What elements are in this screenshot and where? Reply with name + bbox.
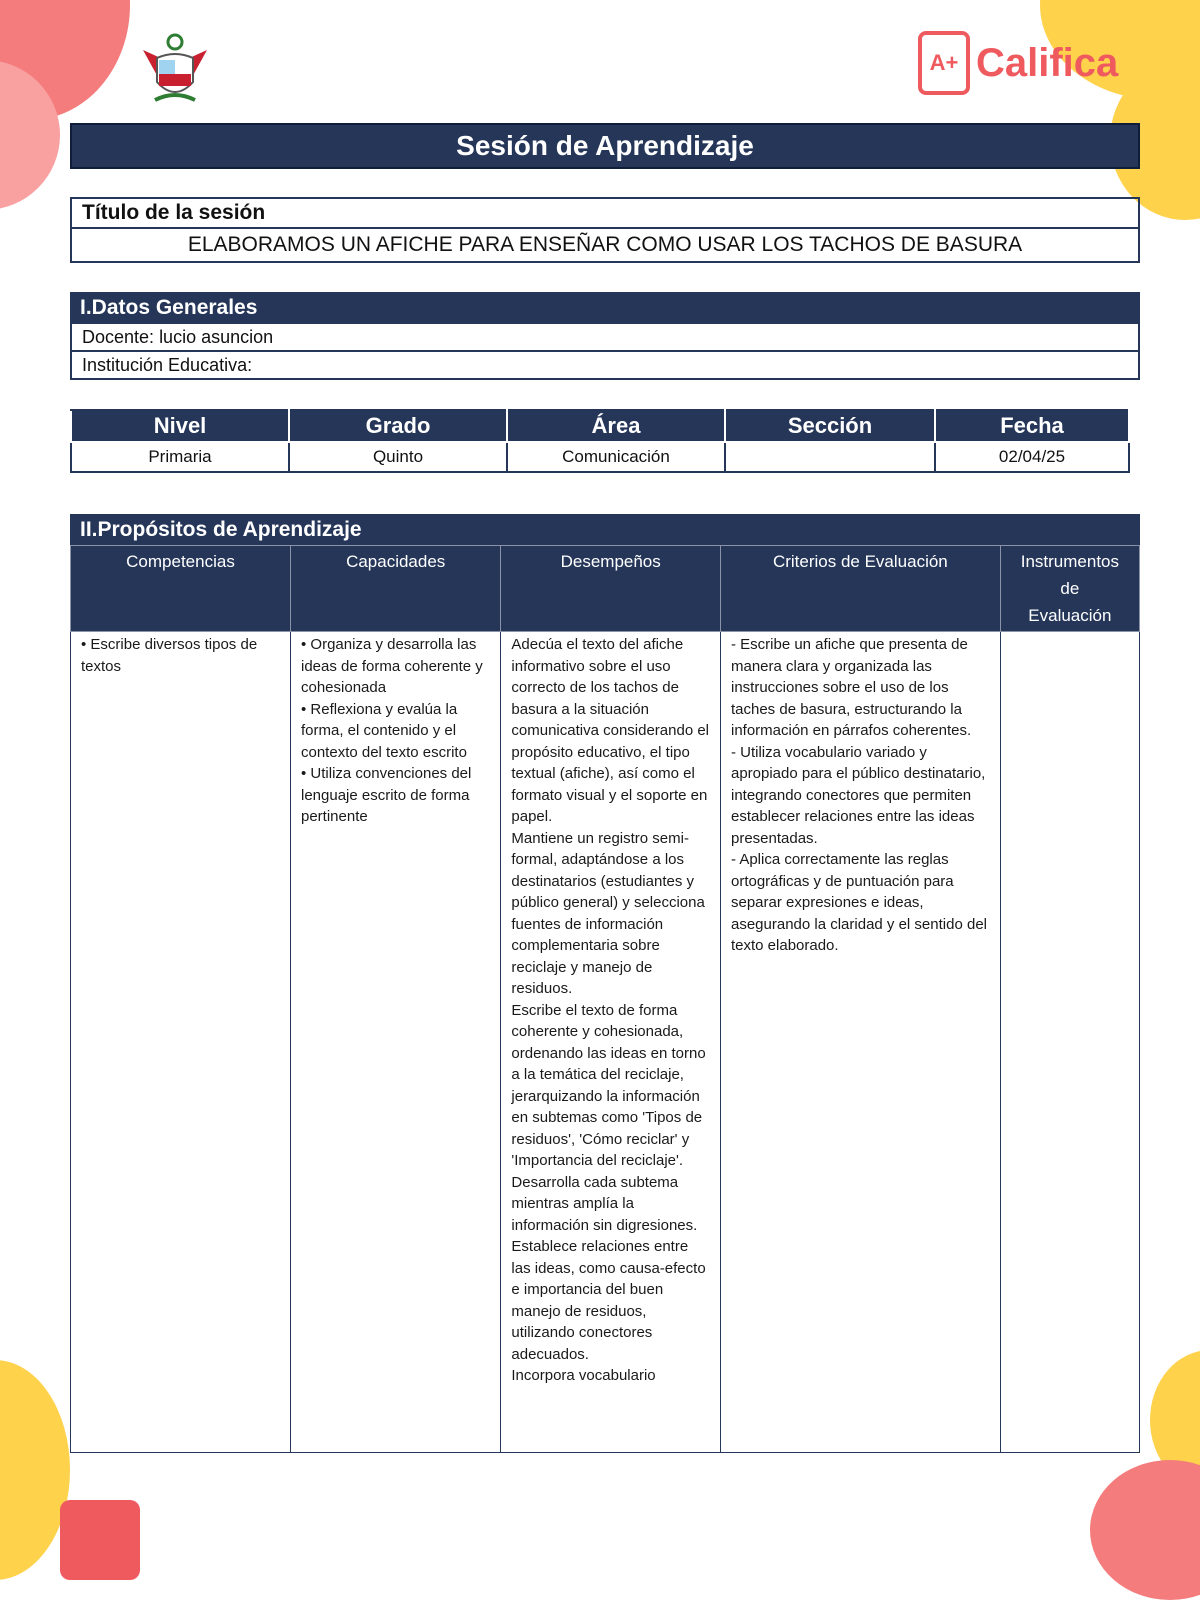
teacher-row	[70, 322, 1140, 352]
page-title: Sesión de Aprendizaje	[70, 123, 1140, 169]
cell-instrumentos	[1000, 632, 1139, 1453]
coat-of-arms-icon	[135, 30, 215, 110]
general-data-heading: I.Datos Generales	[70, 292, 1140, 324]
purposes-header-instrumentos: Instrumentos de Evaluación	[1000, 546, 1139, 632]
purposes-table	[70, 545, 1140, 1453]
info-table	[70, 409, 1130, 473]
decor-blob-bottom-left-2	[60, 1500, 140, 1580]
purposes-header-desempenos: Desempeños	[501, 546, 721, 632]
teacher-value: lucio asuncion	[159, 326, 274, 347]
info-header-seccion: Sección	[725, 410, 935, 442]
info-header-nivel: Nivel	[71, 410, 289, 442]
session-title-value: ELABORAMOS UN AFICHE PARA ENSEÑAR COMO USAR LOS TACHOS DE BASURA	[70, 227, 1140, 263]
info-value-nivel: Primaria	[71, 442, 289, 472]
purposes-header-competencias: Competencias	[71, 546, 291, 632]
info-value-grado: Quinto	[289, 442, 507, 472]
info-header-area: Área	[507, 410, 725, 442]
session-title-label: Título de la sesión	[70, 197, 1140, 229]
coat-of-arms-caption: Escudo del Perú	[175, 108, 183, 109]
decor-blob-bottom-right-2	[1090, 1460, 1200, 1600]
logo-badge-icon	[918, 31, 970, 95]
teacher-label: Docente:	[82, 326, 155, 347]
cell-desempenos: Adecúa el texto del afiche informativo sobre el uso correcto de los tachos de basura a la situación comunicativa considerando el propósito educativo, el tipo textual (afiche), así como el formato visual y el soporte en papel. Mantiene un registro semi-formal, adaptándose a los destinatarios (estudiantes y público general) y selecciona fuentes de información complementaria sobre reciclaje y manejo de residuos. Escribe el texto de forma coherente y cohesionada, ordenando las ideas en torno a la temática del reciclaje, jerarquizando la información en subtemas como 'Tipos de residuos', 'Cómo reciclar' y 'Importancia del reciclaje'. Desarrolla cada subtema mientras amplía la información sin digresiones. Establece relaciones entre las ideas, como causa-efecto e importancia del buen manejo de residuos, utilizando conectores adecuados. Incorpora vocabulario	[501, 632, 721, 1453]
info-value-fecha: 02/04/25	[935, 442, 1129, 472]
logo-badge-text: A+	[929, 50, 959, 75]
info-value-area: Comunicación	[507, 442, 725, 472]
institution-row	[70, 350, 1140, 380]
logo-text: Califica	[976, 40, 1119, 85]
cell-criterios: - Escribe un afiche que presenta de manera clara y organizada las instrucciones sobre el uso de los taches de basura, estructurando la información en párrafos coherentes. - Utiliza vocabulario variado y apropiado para el público destinatario, integrando conectores que permiten establecer relaciones entre las ideas presentadas. - Aplica correctamente las reglas ortográficas y de puntuación para separar expresiones e ideas, asegurando la claridad y el sentido del texto elaborado.	[720, 632, 1000, 1453]
info-value-seccion	[725, 442, 935, 472]
purposes-heading: II.Propósitos de Aprendizaje	[70, 514, 1140, 546]
info-header-grado: Grado	[289, 410, 507, 442]
purposes-header-criterios: Criterios de Evaluación	[720, 546, 1000, 632]
cell-capacidades: • Organiza y desarrolla las ideas de forma coherente y cohesionada • Reflexiona y evalúa la forma, el contenido y el contexto del texto escrito • Utiliza convenciones del lenguaje escrito de forma pertinente	[291, 632, 501, 1453]
califica-logo	[918, 28, 1133, 98]
institution-label: Institución Educativa:	[82, 354, 253, 375]
purposes-header-capacidades: Capacidades	[291, 546, 501, 632]
info-header-fecha: Fecha	[935, 410, 1129, 442]
cell-competencias: • Escribe diversos tipos de textos	[71, 632, 291, 1453]
